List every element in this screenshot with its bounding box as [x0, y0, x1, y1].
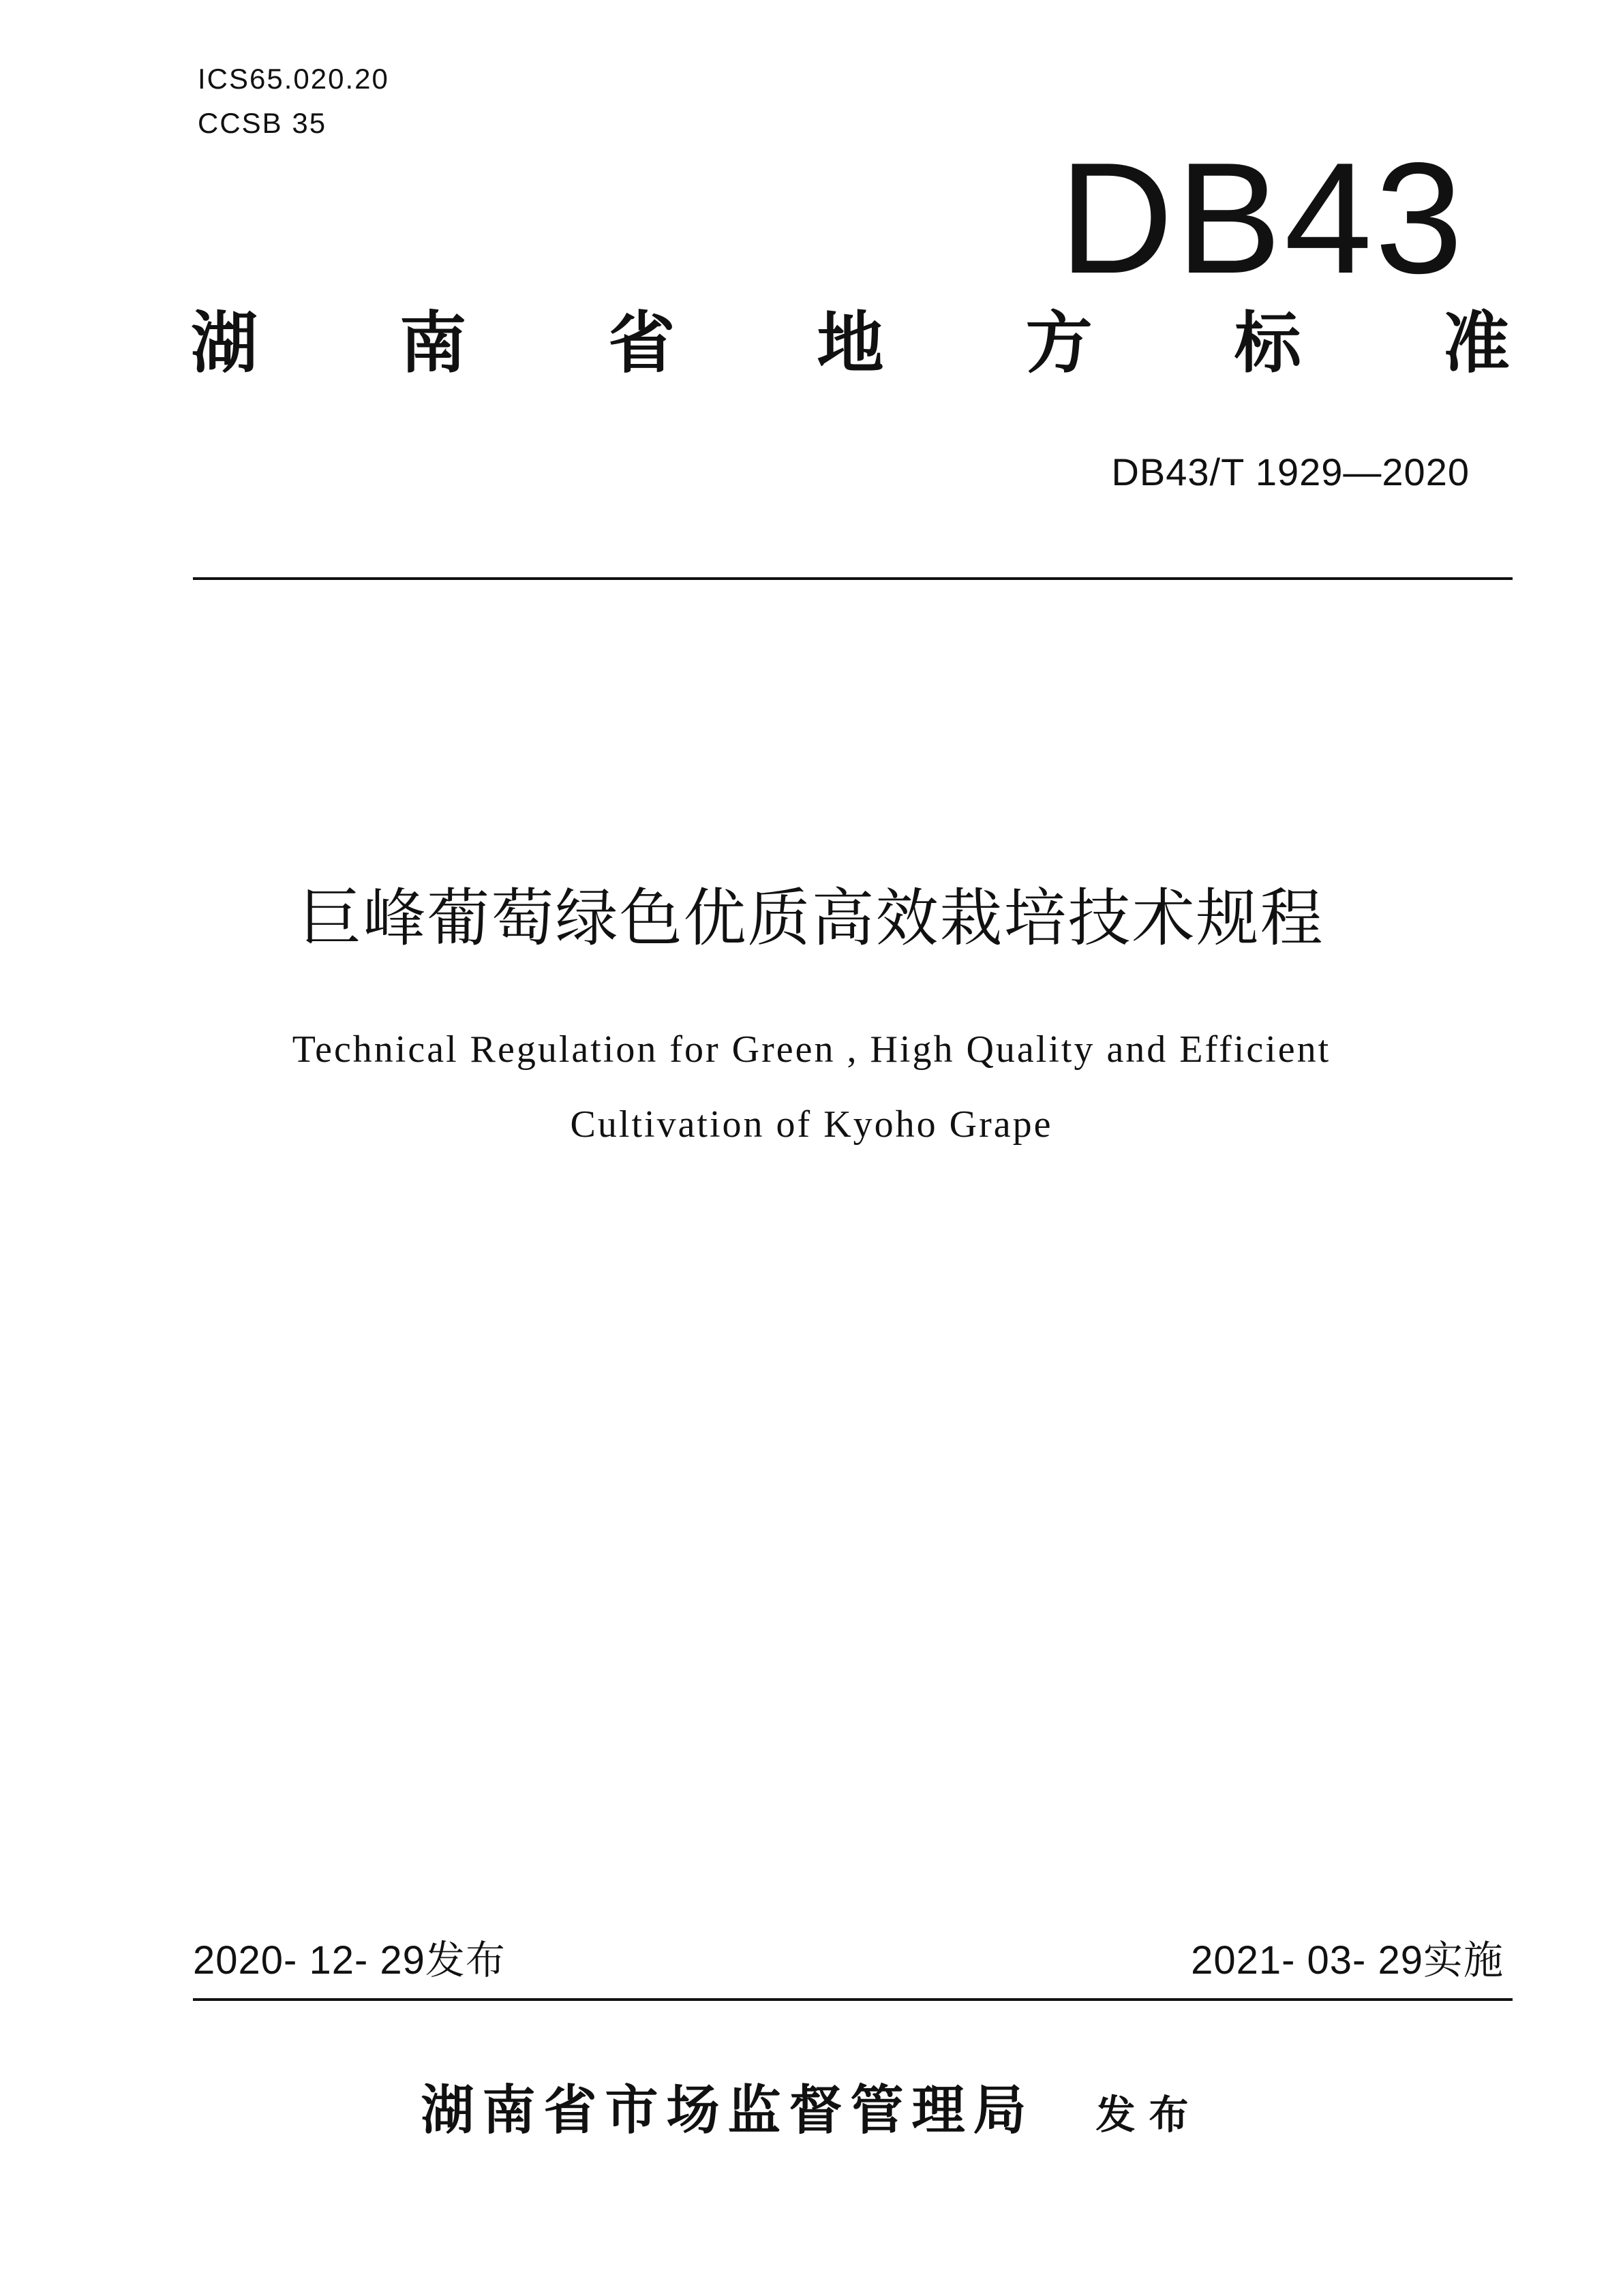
publish-label: 发布: [1095, 2092, 1202, 2138]
standard-type: [191, 305, 1510, 382]
publisher-line: [0, 2080, 1623, 2141]
standard-type-char: 南: [399, 305, 467, 382]
publisher-name: 湖南省市场监督管理局: [421, 2080, 1035, 2141]
standard-number: DB43/T 1929—2020: [1111, 450, 1470, 493]
document-title-chinese: 巨峰葡萄绿色优质高效栽培技术规程: [299, 882, 1324, 955]
standard-type-char: 省: [608, 305, 676, 382]
standard-type-char: 地: [817, 305, 884, 382]
standard-type-char: 标: [1234, 305, 1301, 382]
ics-code: ICS65.020.20: [198, 63, 389, 95]
header-divider: [193, 577, 1513, 580]
issue-date: 2020- 12- 29发布: [193, 1938, 506, 1983]
standard-type-char: 准: [1442, 305, 1510, 382]
document-title-english-line2: Cultivation of Kyoho Grape: [570, 1103, 1053, 1146]
standard-code: DB43: [1059, 130, 1466, 307]
standard-type-char: 方: [1025, 305, 1093, 382]
standard-type-char: 湖: [191, 305, 258, 382]
ccs-code: CCSB 35: [198, 107, 327, 139]
footer-divider: [193, 1998, 1513, 2001]
effective-date: 2021- 03- 29实施: [1191, 1938, 1504, 1983]
document-title-english-line1: Technical Regulation for Green , High Quality and Efficient: [292, 1028, 1331, 1071]
